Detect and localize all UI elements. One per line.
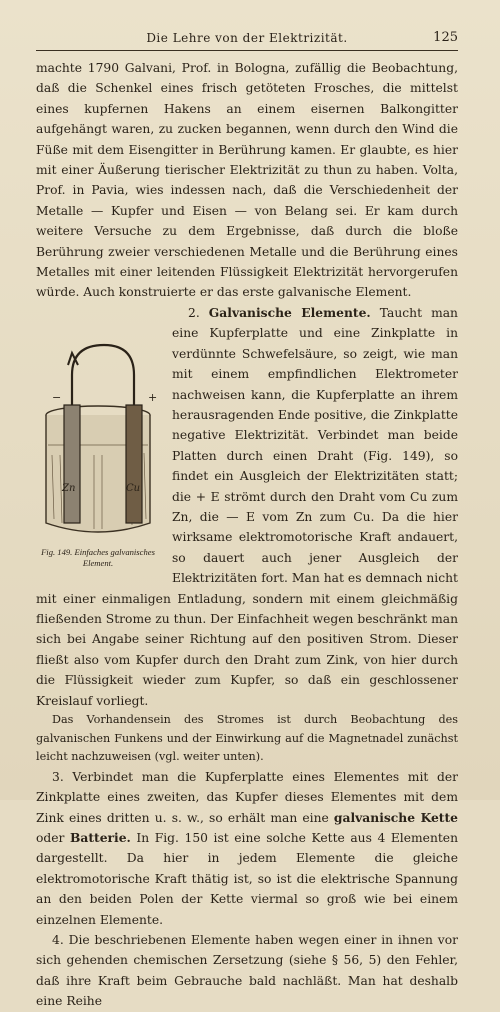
section-number-3: 3. bbox=[52, 769, 64, 784]
zinc-label: Zn bbox=[62, 482, 76, 494]
connecting-wire bbox=[72, 345, 134, 423]
battery-text-c: In Fig. 150 ist eine solche Kette aus 4 Elementen dargestellt. Da hier in jedem Elemente die gleiche elektromotorische Kraft thätig ist, so ist die elektrische Spannung an den beiden Polen der Kette viermal so groß wie bei einem einzelnen Elemente. bbox=[36, 831, 458, 927]
plus-sign: + bbox=[148, 390, 158, 404]
galvanic-cell-illustration bbox=[34, 305, 160, 545]
copper-plate bbox=[126, 405, 142, 523]
running-title: Die Lehre von der Elektrizität. bbox=[146, 31, 348, 45]
term-battery: Batterie. bbox=[70, 830, 131, 845]
page-number: 125 bbox=[433, 30, 458, 45]
section-number-4: 4. bbox=[52, 933, 64, 948]
heading-galvanic-elements: Galvanische Elemente. bbox=[208, 304, 371, 320]
element-fault-text: Die beschriebenen Elemente haben wegen einer in ihnen vor sich gehenden chemischen Zersetzung (siehe § 56, 5) den Fehler, daß ihre Kraft beim Gebrauche bald nachläßt. Man hat deshalb eine Reihe bbox=[36, 933, 458, 1009]
figure-caption: Fig. 149. Einfaches galvanisches Element. bbox=[41, 546, 155, 568]
battery-text-a: Verbindet man die Kupferplatte eines Elementes mit der Zinkplatte eines zweiten, das Kupfer dieses Elementes mit dem Zink eines dritten u. s. w., so erhält man eine bbox=[36, 769, 458, 825]
galvani-volta-text: machte 1790 Galvani, Prof. in Bologna, zufällig die Beobachtung, daß die Schenkel eines frisch getöteten Frosches, die mittelst eines kupfernen Hakens an einem eisernen Balkongitter aufgehängt waren, zu zucken begannen, wenn durch den Wind die Füße mit dem Eisengitter in Berührung kamen. Er glaubte, es hier mit einer Äußerung tierischer Elektrizität zu thun zu haben. Volta, Prof. in Pavia, wies indessen nach, daß die Verschiedenheit der Metalle — Kupfer und Eisen — von Belang sei. Er kam durch weitere Versuche zu dem Ergebnisse, daß durch die bloße Berührung zweier verschiedenen Metalle und die Berührung eines Metalles mit einer leitenden Flüssigkeit Elektrizität hervorgerufen würde. Auch konstruierte er das erste galvanische Element. bbox=[36, 61, 458, 300]
copper-label: Cu bbox=[126, 482, 141, 494]
body-text bbox=[36, 58, 458, 1012]
figure-149 bbox=[34, 305, 162, 569]
paragraph-element-fault bbox=[36, 930, 458, 1012]
paragraph-battery bbox=[36, 767, 458, 930]
current-proof-text: Das Vorhandensein des Stromes ist durch Beobachtung des galvanischen Funkens und der Einwirkung auf die Magnetnadel zunächst leicht nachzuweisen (vgl. weiter unten). bbox=[36, 713, 458, 764]
paragraph-galvani-volta bbox=[36, 58, 458, 303]
section-number-2: 2. bbox=[188, 305, 200, 320]
page-header bbox=[36, 30, 458, 51]
term-galvanic-chain: galvanische Kette bbox=[333, 809, 458, 825]
word-or: oder bbox=[36, 831, 65, 845]
galvanic-elements-text: Taucht man eine Kupferplatte und eine Zinkplatte in verdünnte Schwefelsäure, so zeigt, wie man mit einem empfindlichen Elektrometer nachweisen kann, die Kupferplatte an ihrem herausragenden Ende positive, die Zinkplatte negative Elektrizität. Verbindet man beide Platten durch einen Draht (Fig. 149), so findet ein Ausgleich der Elektrizitäten statt; die + E strömt durch den Draht vom Cu zum Zn, die — E vom Zn zum Cu. Da die hier wirksame elektromotorische Kraft andauert, so dauert auch jener Ausgleich der Elektrizitäten fort. Man hat es demnach nicht mit einer einmaligen Entladung, sondern mit einem gleichmäßig fließenden Strome zu thun. Der Einfachheit wegen beschränkt man sich bei Angabe seiner Richtung auf den positiven Strom. Dieser fließt also vom Kupfer durch den Draht zum Zink, von hier durch die Flüssigkeit wieder zum Kupfer, so daß ein geschlossener Kreislauf vorliegt. bbox=[36, 305, 458, 708]
paragraph-current-proof bbox=[36, 711, 458, 767]
minus-sign: − bbox=[52, 390, 62, 404]
zinc-plate bbox=[64, 405, 80, 523]
